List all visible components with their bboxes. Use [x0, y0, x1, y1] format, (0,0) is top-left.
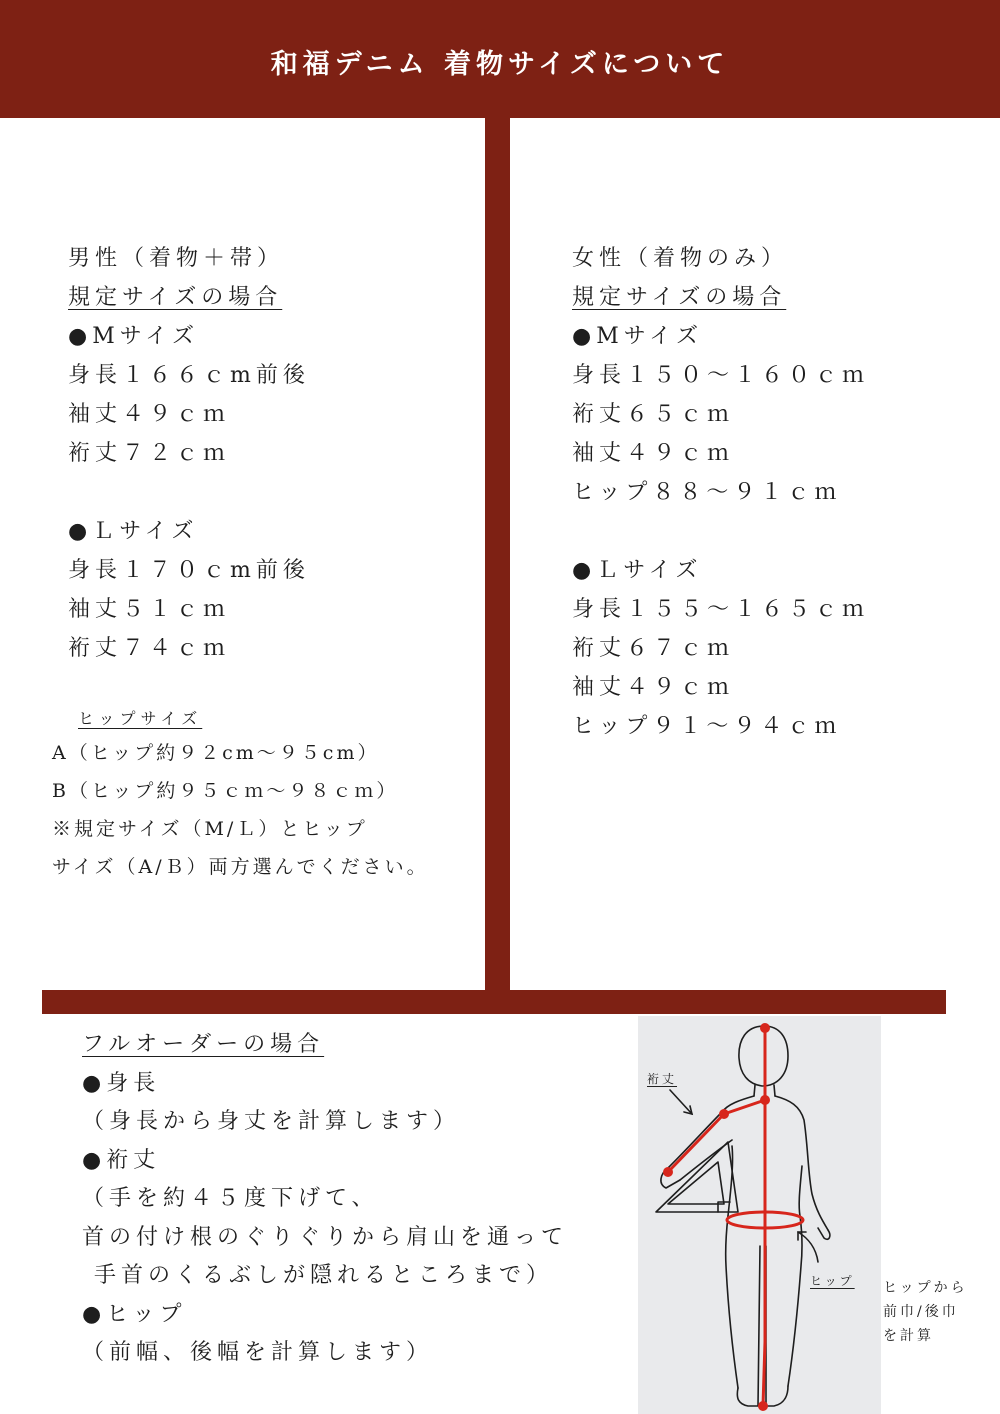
women-subtitle: 規定サイズの場合 [572, 285, 787, 310]
side-note-line1: ヒップから [883, 1280, 968, 1296]
page-title: 和福デニム 着物サイズについて [270, 49, 730, 80]
men-m-height: 身長１６６ｃm前後 [68, 363, 310, 388]
hip-size-b: B（ヒップ約９５ｃｍ～９８ｃｍ） [52, 780, 399, 802]
body-measurement-figure [638, 1016, 881, 1414]
women-l-sleeve: 袖丈４９ｃｍ [572, 675, 735, 700]
men-m-yuki: 裄丈７２ｃｍ [68, 441, 231, 466]
women-l-heading: ●Ｌサイズ [572, 558, 703, 583]
women-m-sleeve: 袖丈４９ｃｍ [572, 441, 735, 466]
men-l-sleeve: 袖丈５１ｃｍ [68, 597, 231, 622]
hip-size-a: A（ヒップ約９２cm～９５cm） [52, 742, 380, 764]
men-section [68, 239, 310, 668]
women-m-hip: ヒップ８８～９１ｃｍ [572, 480, 842, 505]
full-order-yuki-heading: ●裄丈 [82, 1147, 161, 1173]
full-order-title: フルオーダーの場合 [82, 1032, 325, 1057]
full-order-section [82, 1026, 568, 1373]
men-title: 男性（着物＋帯） [68, 246, 285, 271]
hip-side-note [883, 1276, 968, 1348]
full-order-height-heading: ●身長 [82, 1070, 161, 1096]
full-order-yuki-desc2: 首の付け根のぐりぐりから肩山を通って [82, 1224, 569, 1250]
full-order-hip-heading: ●ヒップ [82, 1301, 187, 1327]
men-subtitle: 規定サイズの場合 [68, 285, 283, 310]
men-m-heading: ●Mサイズ [68, 324, 199, 349]
figure-label-hip: ヒップ [810, 1274, 855, 1288]
women-l-hip: ヒップ９１～９４ｃｍ [572, 714, 842, 739]
women-l-yuki: 裄丈６７ｃｍ [572, 636, 735, 661]
full-order-hip-desc: （前幅、後幅を計算します） [82, 1340, 434, 1365]
women-section [572, 239, 869, 746]
hip-size-title: ヒップサイズ [78, 709, 203, 728]
horizontal-divider [42, 990, 946, 1014]
men-m-sleeve: 袖丈４９ｃｍ [68, 402, 231, 427]
hip-note-line2: サイズ（A/Ｂ）両方選んでください。 [52, 856, 429, 878]
hip-note-line1: ※規定サイズ（M/Ｌ）とヒップ [52, 818, 368, 840]
header-banner [0, 0, 1000, 118]
full-order-yuki-desc3: 手首のくるぶしが隠れるところまで） [94, 1263, 554, 1288]
women-title: 女性（着物のみ） [572, 246, 789, 271]
hip-size-section [52, 704, 429, 886]
women-l-height: 身長１５５～１６５ｃｍ [572, 597, 870, 622]
men-l-yuki: 裄丈７４ｃｍ [68, 636, 231, 661]
vertical-divider [485, 118, 510, 990]
full-order-yuki-desc1: （手を約４５度下げて、 [82, 1186, 379, 1211]
men-l-heading: ●Ｌサイズ [68, 519, 199, 544]
side-note-line2: 前巾/後巾 [883, 1304, 959, 1320]
full-order-height-desc: （身長から身丈を計算します） [82, 1109, 461, 1134]
men-l-height: 身長１７０ｃm前後 [68, 558, 310, 583]
women-m-heading: ●Mサイズ [572, 324, 703, 349]
women-m-height: 身長１５０～１６０ｃｍ [572, 363, 870, 388]
figure-label-yuki: 裄丈 [647, 1072, 678, 1086]
side-note-line3: を計算 [883, 1328, 934, 1344]
women-m-yuki: 裄丈６５ｃｍ [572, 402, 735, 427]
